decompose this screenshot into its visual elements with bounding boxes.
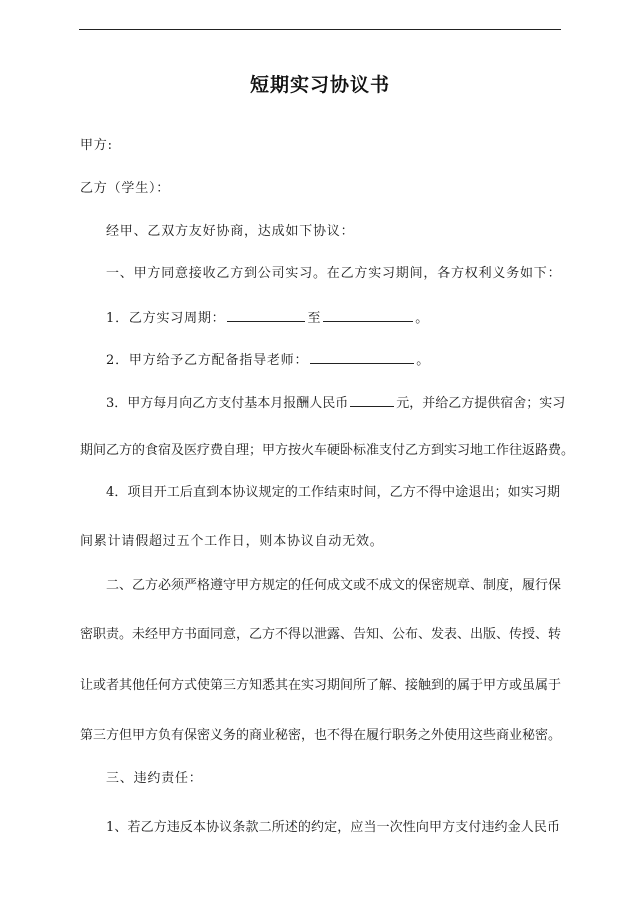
item3-prefix: 3．甲方每月向乙方支付基本月报酬人民币 — [106, 396, 349, 411]
header-rule — [79, 29, 561, 30]
item3-suffix: 元，并给乙方提供宿舍；实习 — [396, 396, 566, 411]
document-title: 短期实习协议书 — [249, 74, 390, 96]
section3-heading: 三、违约责任： — [106, 771, 203, 786]
item3-line2: 期间乙方的食宿及医疗费自理；甲方按火车硬卧标准支付乙方到实习地工作往返路费。 — [80, 443, 575, 458]
start-date-blank[interactable] — [227, 308, 305, 322]
item2-suffix: 。 — [416, 353, 431, 368]
party-a-label: 甲方: — [80, 138, 113, 153]
monthly-pay-blank[interactable] — [350, 393, 394, 407]
item4-line2: 间累计请假超过五个工作日，则本协议自动无效。 — [80, 534, 384, 549]
section2-line4: 第三方但甲方负有保密义务的商业秘密，也不得在履行职务之外使用这些商业秘密。 — [80, 728, 562, 743]
end-date-blank[interactable] — [323, 308, 413, 322]
section2-line3: 让或者其他任何方式使第三方知悉其在实习期间所了解、接触到的属于甲方或虽属于 — [80, 678, 562, 693]
item1-prefix: 1．乙方实习周期： — [106, 311, 226, 326]
item2-prefix: 2．甲方给予乙方配备指导老师： — [106, 353, 309, 368]
party-b-label: 乙方（学生）： — [80, 181, 171, 196]
item1-suffix: 。 — [415, 311, 430, 326]
mentor-name-blank[interactable] — [310, 350, 414, 364]
item2-mentor — [80, 350, 560, 370]
section1-heading: 一、甲方同意接收乙方到公司实习。在乙方实习期间，各方权利义务如下： — [106, 266, 562, 281]
intro-paragraph: 经甲、乙双方友好协商，达成如下协议： — [106, 224, 355, 239]
item4-line1: 4．项目开工后直到本协议规定的工作结束时间，乙方不得中途退出；如实习期 — [106, 485, 560, 500]
item1-internship-period — [80, 308, 560, 328]
section2-line2: 密职责。未经甲方书面同意，乙方不得以泄露、告知、公布、发表、出版、传授、转 — [80, 627, 562, 642]
section2-line1: 二、乙方必须严格遵守甲方规定的任何成文或不成文的保密规章、制度，履行保 — [106, 578, 562, 593]
section3-item1: 1、若乙方违反本协议条款二所述的约定，应当一次性向甲方支付违约金人民币 — [106, 820, 560, 835]
item3-line1 — [80, 393, 566, 413]
item1-middle: 至 — [307, 311, 322, 326]
